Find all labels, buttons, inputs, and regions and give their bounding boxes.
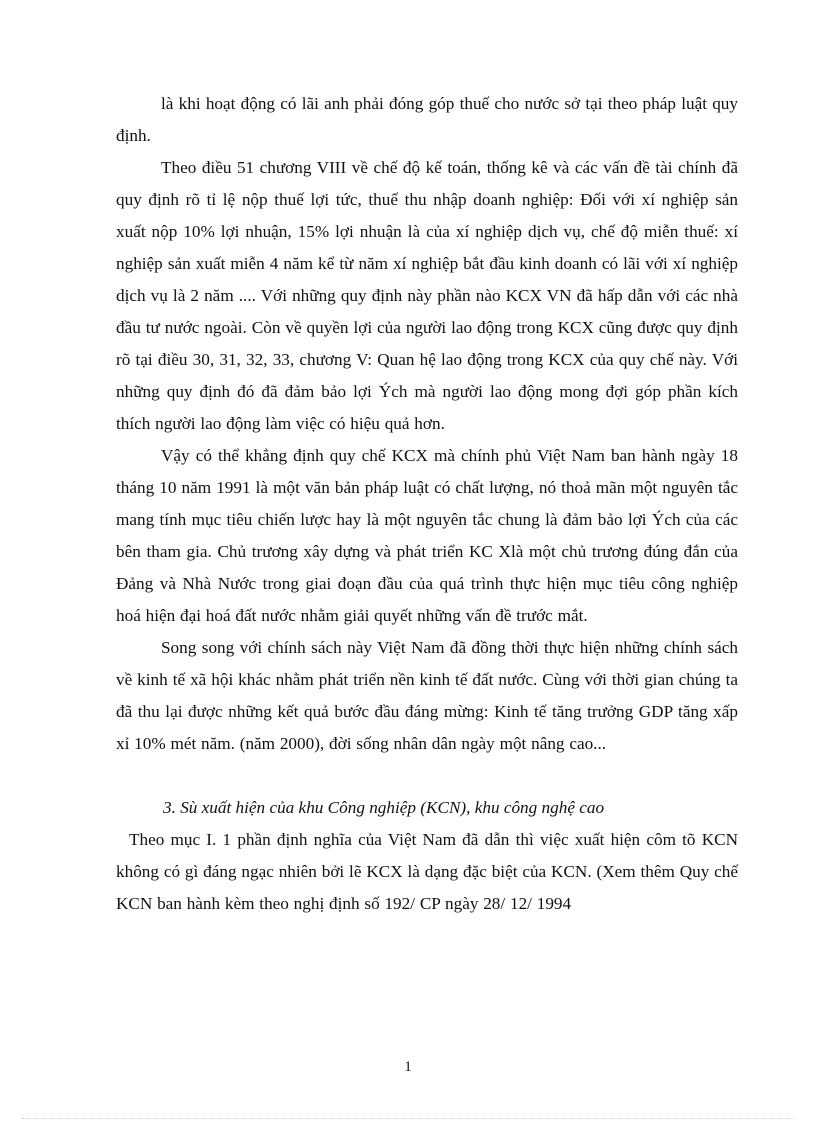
paragraph-regulation-assessment: Vậy có thể khẳng định quy chế KCX mà chính phủ Việt Nam ban hành ngày 18 tháng 10 năm 1991 là một văn bản pháp luật có chất lượng, nó thoả mãn một nguyên tắc mang tính mục tiêu chiến lược hay là một nguyên tắc chung là đảm bảo lợi Ých của các bên tham gia. Chủ trương xây dựng và phát triển KC Xlà một chủ trương đúng đắn của Đảng và Nhà Nước trong giai đoạn đầu của quá trình thực hiện mục tiêu công nghiệp hoá hiện đại hoá đất nước nhằm giải quyết những vấn đề trước mắt. xyxy=(116,446,738,625)
page-number: 1 xyxy=(404,1059,412,1075)
paragraph-tax-regulation: Theo điều 51 chương VIII về chế độ kế toán, thống kê và các vấn đề tài chính đã quy định rõ tỉ lệ nộp thuế lợi tức, thuế thu nhập doanh nghiệp: Đối với xí nghiệp sản xuất nộp 10% lợi nhuận, 15% lợi nhuận là của xí nghiệp dịch vụ, chế độ miễn thuế: xí nghiệp sản xuất miễn 4 năm kể từ năm xí nghiệp bắt đầu kinh doanh có lãi với xí nghiệp dịch vụ là 2 năm .... Với những quy định này phần nào KCX VN đã hấp dẫn với các nhà đầu tư nước ngoài. Còn về quyền lợi của người lao động trong KCX cũng được quy định rõ tại điều 30, 31, 32, 33, chương V: Quan hệ lao động trong KCX của quy chế này. Với những quy định đó đã đảm bảo lợi Ých mà người lao động mong đợi góp phần kích thích người lao động làm việc có hiệu quả hơn. xyxy=(116,158,738,433)
section-heading: 3. Sù xuất hiện của khu Công nghiệp (KCN), khu công nghệ cao xyxy=(163,798,605,817)
paragraph-kcn-definition: Theo mục I. 1 phần định nghĩa của Việt Nam đã dẫn thì việc xuất hiện côm tõ KCN không có gì đáng ngạc nhiên bởi lẽ KCX là dạng đặc biệt của KCN. (Xem thêm Quy chế KCN ban hành kèm theo nghị định số 192/ CP ngày 28/ 12/ 1994 xyxy=(116,830,738,913)
paragraph-continuation: là khi hoạt động có lãi anh phải đóng góp thuế cho nước sở tại theo pháp luật quy định. xyxy=(116,94,738,145)
document-body xyxy=(116,88,738,920)
paragraph-economic-results: Song song với chính sách này Việt Nam đã đồng thời thực hiện những chính sách về kinh tế xã hội khác nhằm phát triển nền kinh tế đất nước. Cùng với thời gian chúng ta đã thu lại được những kết quả bước đầu đáng mừng: Kinh tế tăng trưởng GDP tăng xấp xỉ 10% mét năm. (năm 2000), đời sống nhân dân ngày một nâng cao... xyxy=(116,638,738,753)
footer-divider xyxy=(22,1118,794,1119)
